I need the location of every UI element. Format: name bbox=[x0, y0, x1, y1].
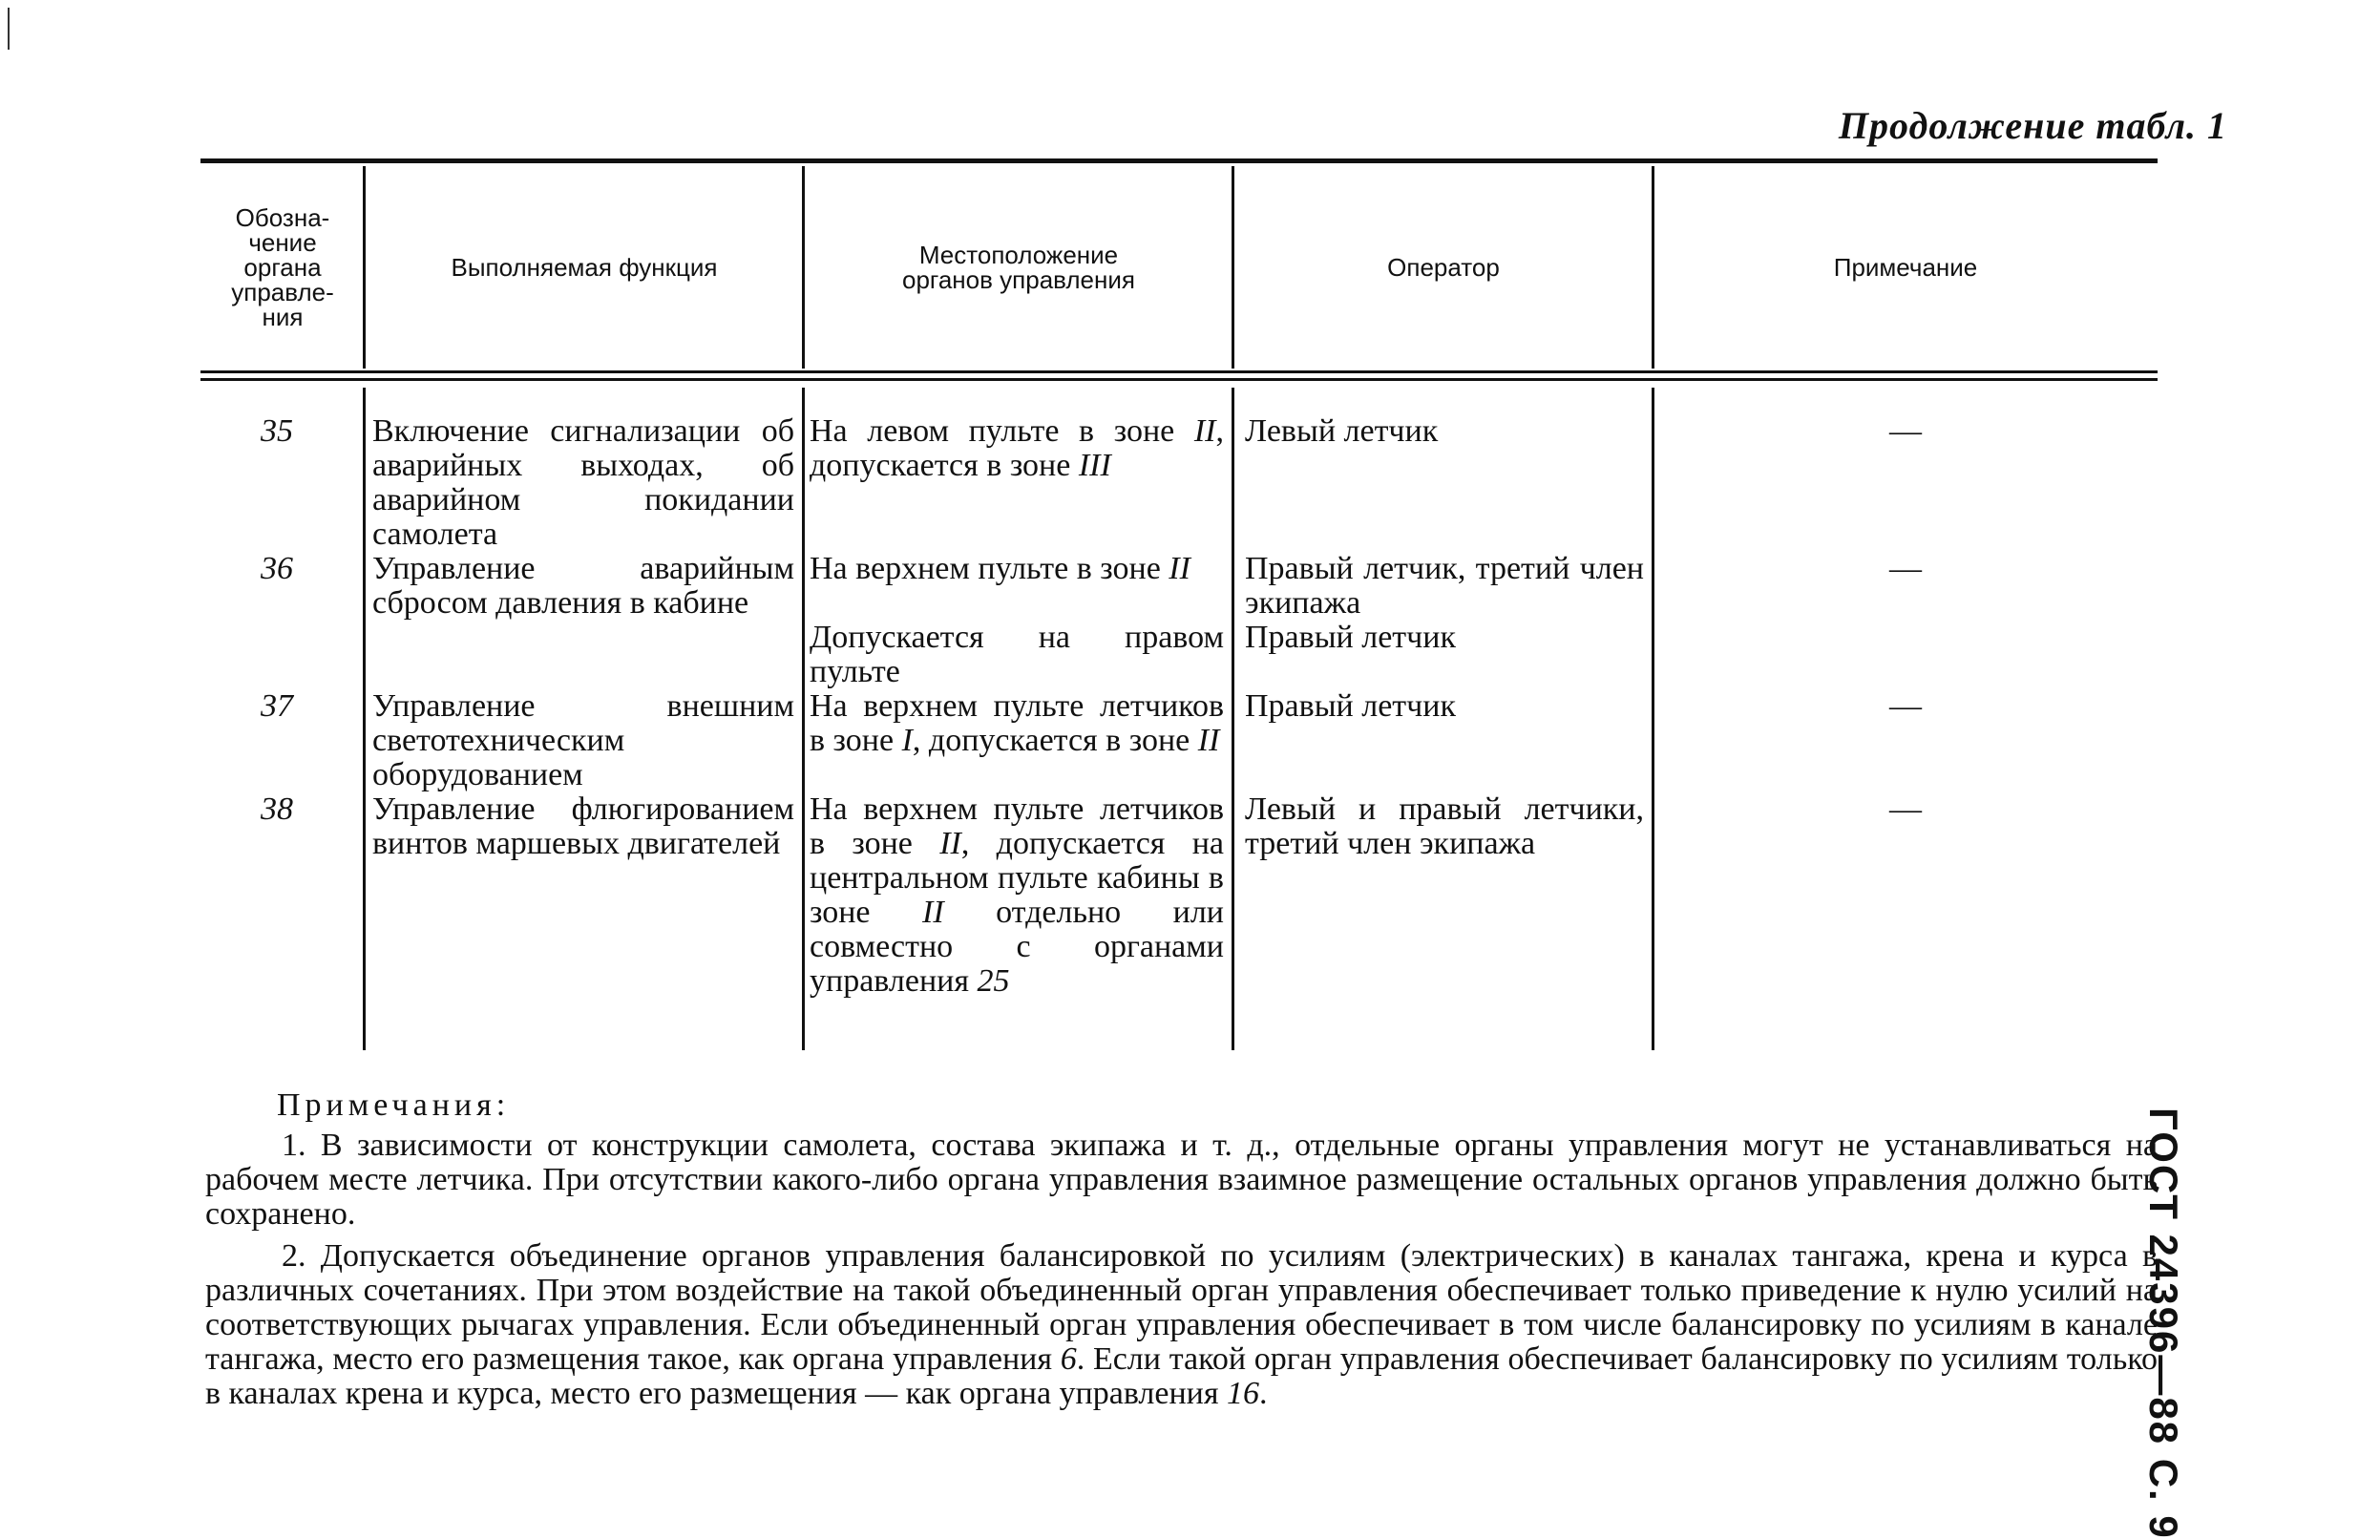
header-divider bbox=[1232, 166, 1234, 369]
row-38-note: — bbox=[1889, 791, 1922, 827]
header-bottom-rule bbox=[200, 370, 2158, 373]
row-36-note: — bbox=[1889, 551, 1922, 586]
row-35-location: На левом пульте в зоне II, допускается в зоне III bbox=[810, 413, 1224, 483]
table-body bbox=[200, 388, 2158, 1056]
row-38-number: 38 bbox=[261, 791, 293, 827]
row-37-number: 37 bbox=[261, 688, 293, 724]
row-36-location: На верхнем пульте в зоне II bbox=[810, 551, 1190, 586]
row-36-location-alt: Допускается на правом пульте bbox=[810, 620, 1224, 689]
row-38-function: Управление флюгированием винтов маршевых двигателей bbox=[372, 791, 794, 861]
note-item: 2. Допускается объединение органов управления балансировкой по усилиям (электрических) в каналах тангажа, крена и курса в различных сочетаниях. При этом воздействие на такой объединенный орган управления обеспечивает только приведение к нулю усилий на соответствующих рычагах управления. Если объединенный орган управления обеспечивает в том числе балансировку по усилиям в канале тангажа, место его размещения такое, как органа управления 6. Если такой орган управления обеспечивает балансировку по усилиям только в каналах крена и курса, место его размещения — как органа управления 16. bbox=[205, 1238, 2158, 1411]
row-35-note: — bbox=[1889, 413, 1922, 449]
header-function: Выполняемая функция bbox=[451, 253, 718, 282]
table-top-rule bbox=[200, 158, 2158, 163]
header-divider bbox=[802, 166, 805, 369]
row-36-function: Управление аварийным сбросом давления в кабине bbox=[372, 551, 794, 621]
row-35-number: 35 bbox=[261, 413, 293, 449]
row-35-function: Включение сигнализации об аварийных выходах, об аварийном покидании самолета bbox=[372, 413, 794, 552]
row-36-operator-alt: Правый летчик bbox=[1245, 620, 1456, 655]
row-36-operator: Правый летчик, третий член экипажа bbox=[1245, 551, 1644, 621]
notes-title: Примечания: bbox=[277, 1087, 511, 1123]
row-38-operator: Левый и правый летчики, третий член экипажа bbox=[1245, 791, 1644, 861]
notes-section bbox=[205, 1088, 2158, 1419]
standard-page-label: ГОСТ 24396—88 С. 9 bbox=[2141, 1108, 2186, 1540]
row-37-function: Управление внешним светотехническим оборудованием bbox=[372, 688, 794, 792]
header-divider bbox=[363, 166, 366, 369]
continuation-label: Продолжение табл. 1 bbox=[1838, 104, 2227, 147]
row-38-location: На верхнем пульте летчиков в зоне II, допускается на центральном пульте кабины в зоне II отдельно или совместно с органами управления 25 bbox=[810, 791, 1225, 999]
row-36-number: 36 bbox=[261, 551, 293, 586]
header-divider bbox=[1652, 166, 1654, 369]
text-cursor-mark bbox=[8, 8, 10, 50]
header-note: Примечание bbox=[1833, 253, 1978, 282]
header-designation: Обозна- чение органа управле- ния bbox=[231, 203, 334, 331]
row-37-location: На верхнем пульте летчиков в зоне I, допускается в зоне II bbox=[810, 688, 1224, 758]
note-item: 1. В зависимости от конструкции самолета, состава экипажа и т. д., отдельные органы управления могут не устанавливаться на рабочем месте летчика. При отсутствии какого-либо органа управления взаимное размещение остальных органов управления должно быть сохранено. bbox=[205, 1128, 2158, 1232]
table-header bbox=[200, 166, 2158, 369]
row-35-operator: Левый летчик bbox=[1245, 413, 1439, 449]
header-operator: Оператор bbox=[1387, 253, 1500, 282]
row-37-note: — bbox=[1889, 688, 1922, 724]
row-37-operator: Правый летчик bbox=[1245, 688, 1456, 724]
header-bottom-rule-2 bbox=[200, 378, 2158, 381]
header-location: Местоположение органов управления bbox=[902, 241, 1135, 294]
